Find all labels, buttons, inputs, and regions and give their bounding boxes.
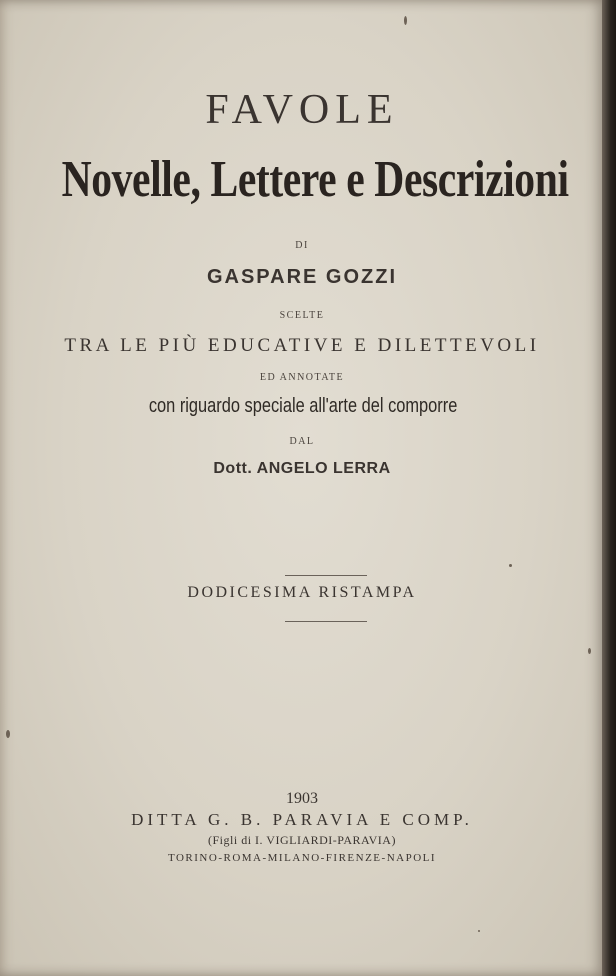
by-label: DI [295,240,309,251]
paper-speck [404,16,407,25]
paper-speck [588,648,591,654]
selection-description: TRA LE PIÙ EDUCATIVE E DILETTEVOLI [64,335,540,356]
divider-bottom [285,621,367,622]
purpose-text: con riguardo speciale all'arte del comporre [148,395,458,417]
author-name: GASPARE GOZZI [206,266,398,288]
paper-speck [6,730,10,738]
publisher-name: DITTA G. B. PARAVIA E COMP. [131,810,473,829]
annotated-label: ED ANNOTATE [259,372,345,383]
from-label: DAL [289,436,315,447]
publisher-cities: TORINO-ROMA-MILANO-FIRENZE-NAPOLI [167,852,437,864]
paper-speck [509,564,512,567]
paper-speck [478,930,480,932]
publisher-note: (Figli di I. VIGLIARDI-PARAVIA) [208,833,396,847]
divider-top [285,575,367,576]
edition-label: DODICESIMA RISTAMPA [187,584,417,601]
selected-label: SCELTE [279,310,325,321]
publication-year: 1903 [286,790,318,807]
heading-favole: FAVOLE [205,87,399,133]
book-title: Novelle, Lettere e Descrizioni [61,151,569,208]
book-spine-edge [602,0,616,976]
editor-name: Dott. ANGELO LERRA [213,460,391,477]
